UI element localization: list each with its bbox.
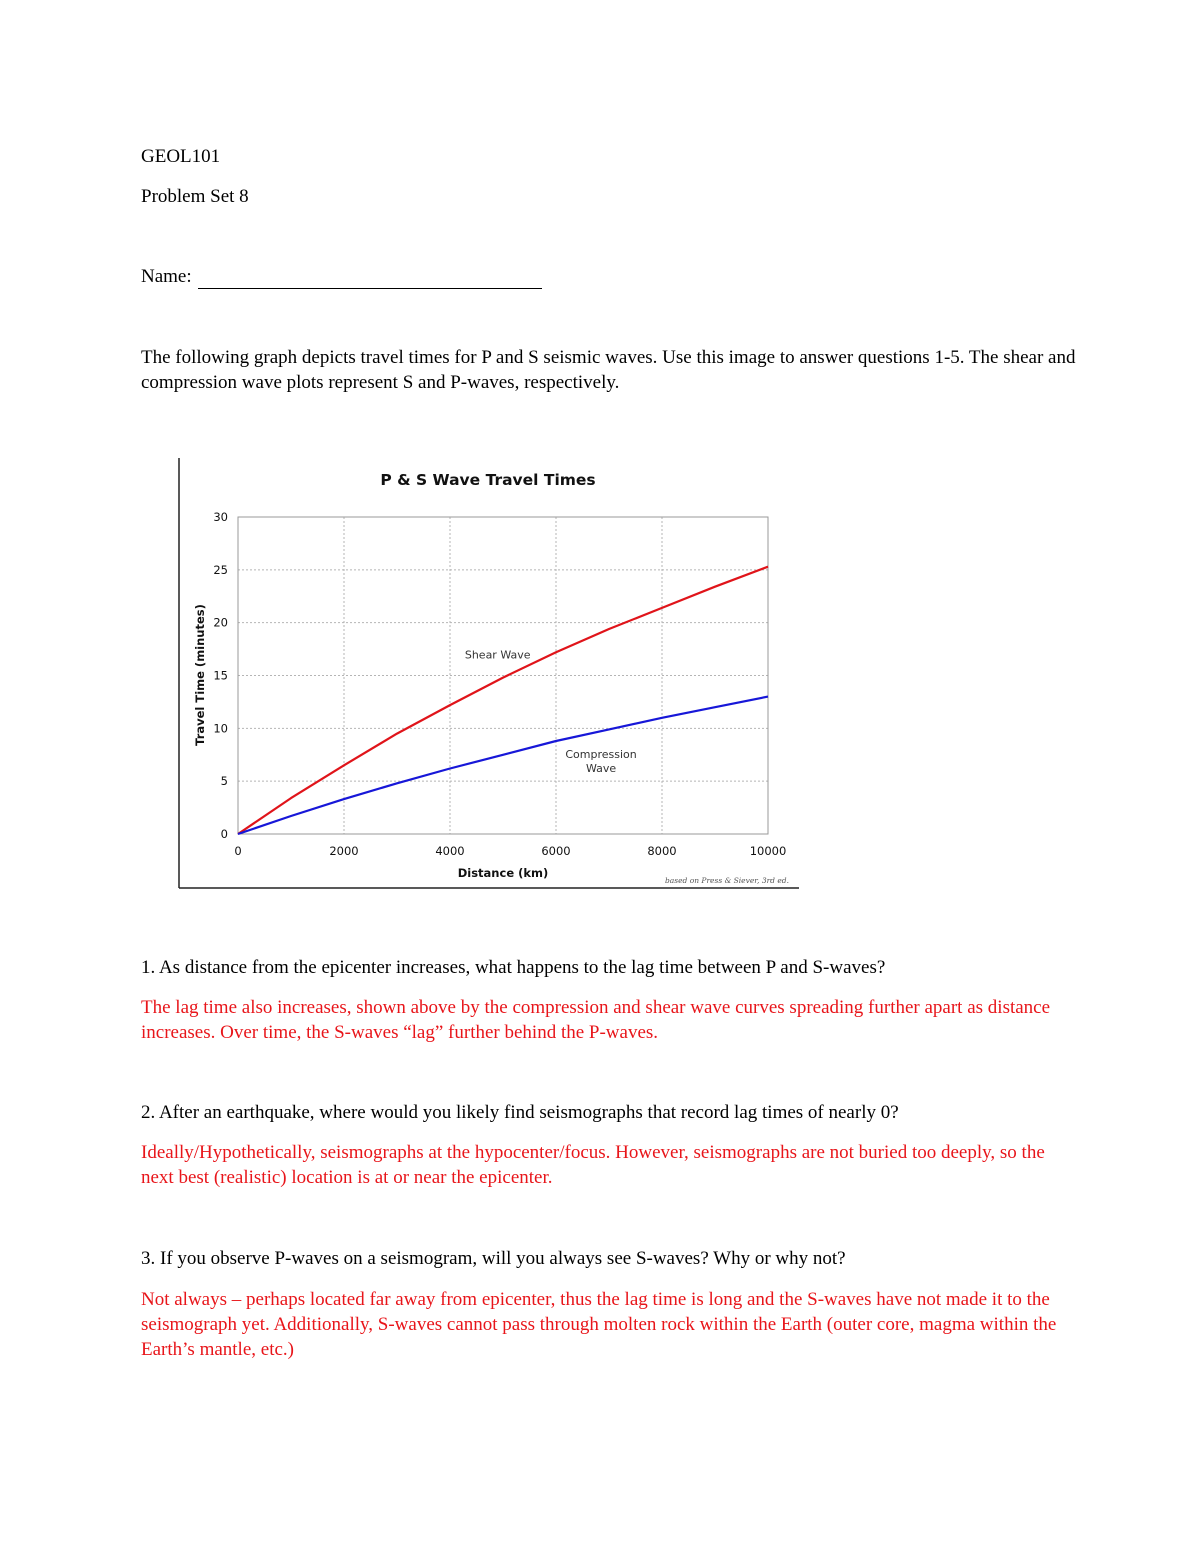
x-tick-label: 0 bbox=[234, 844, 242, 858]
question-1: 1. As distance from the epicenter increases, what happens to the lag time between P and S-waves? bbox=[141, 957, 886, 978]
problem-set-title: Problem Set 8 bbox=[141, 186, 249, 207]
y-tick-label: 5 bbox=[220, 774, 228, 789]
shear-wave-line bbox=[238, 567, 768, 834]
intro-paragraph: The following graph depicts travel times for P and S seismic waves. Use this image to answer questions 1-5. The shear and compression wave plots represent S and P-waves, respectively. bbox=[141, 347, 1076, 393]
answer-1: The lag time also increases, shown above by the compression and shear wave curves spreading further apart as distance increases. Over time, the S-waves “lag” further behind the P-waves. bbox=[141, 997, 1051, 1043]
question-3: 3. If you observe P-waves on a seismogram, will you always see S-waves? Why or why not? bbox=[141, 1248, 846, 1269]
y-tick-label: 0 bbox=[220, 827, 228, 841]
answer-2: Ideally/Hypothetically, seismographs at the hypocenter/focus. However, seismographs are not buried too deeply, so the next best (realistic) location is at or near the epicenter. bbox=[141, 1142, 1045, 1188]
x-tick-label: 4000 bbox=[435, 844, 465, 858]
y-tick-label: 25 bbox=[213, 562, 228, 577]
question-2: 2. After an earthquake, where would you likely find seismographs that record lag times of nearly 0? bbox=[141, 1102, 899, 1123]
name-line bbox=[141, 264, 542, 289]
course-code: GEOL101 bbox=[141, 146, 221, 167]
x-axis-label: Distance (km) bbox=[457, 866, 549, 880]
chart-title: P & S Wave Travel Times bbox=[380, 471, 596, 489]
y-axis-label: Travel Time (minutes) bbox=[193, 604, 207, 746]
x-tick-label: 10000 bbox=[749, 844, 787, 858]
x-tick-label: 2000 bbox=[329, 844, 359, 858]
y-tick-label: 30 bbox=[213, 510, 228, 524]
y-tick-label: 20 bbox=[213, 615, 228, 630]
y-tick-label: 15 bbox=[213, 668, 228, 683]
name-label: Name: bbox=[141, 266, 192, 287]
name-blank bbox=[198, 268, 542, 289]
y-tick-label: 10 bbox=[213, 721, 228, 736]
x-tick-label: 6000 bbox=[541, 844, 571, 858]
travel-time-chart bbox=[176, 456, 801, 891]
x-tick-label: 8000 bbox=[647, 844, 677, 858]
compression-wave-label: Compression Wave bbox=[565, 747, 637, 775]
source-note: based on Press & Siever, 3rd ed. bbox=[664, 876, 789, 885]
shear-wave-label: Shear Wave bbox=[464, 648, 531, 662]
compression-wave-line bbox=[238, 697, 768, 834]
answer-3: Not always – perhaps located far away from epicenter, thus the lag time is long and the S-waves have not made it to the seismograph yet. Additionally, S-waves cannot pass through molten rock within the Earth (outer core, magma within the Earth’s mantle, etc.) bbox=[141, 1289, 1057, 1360]
